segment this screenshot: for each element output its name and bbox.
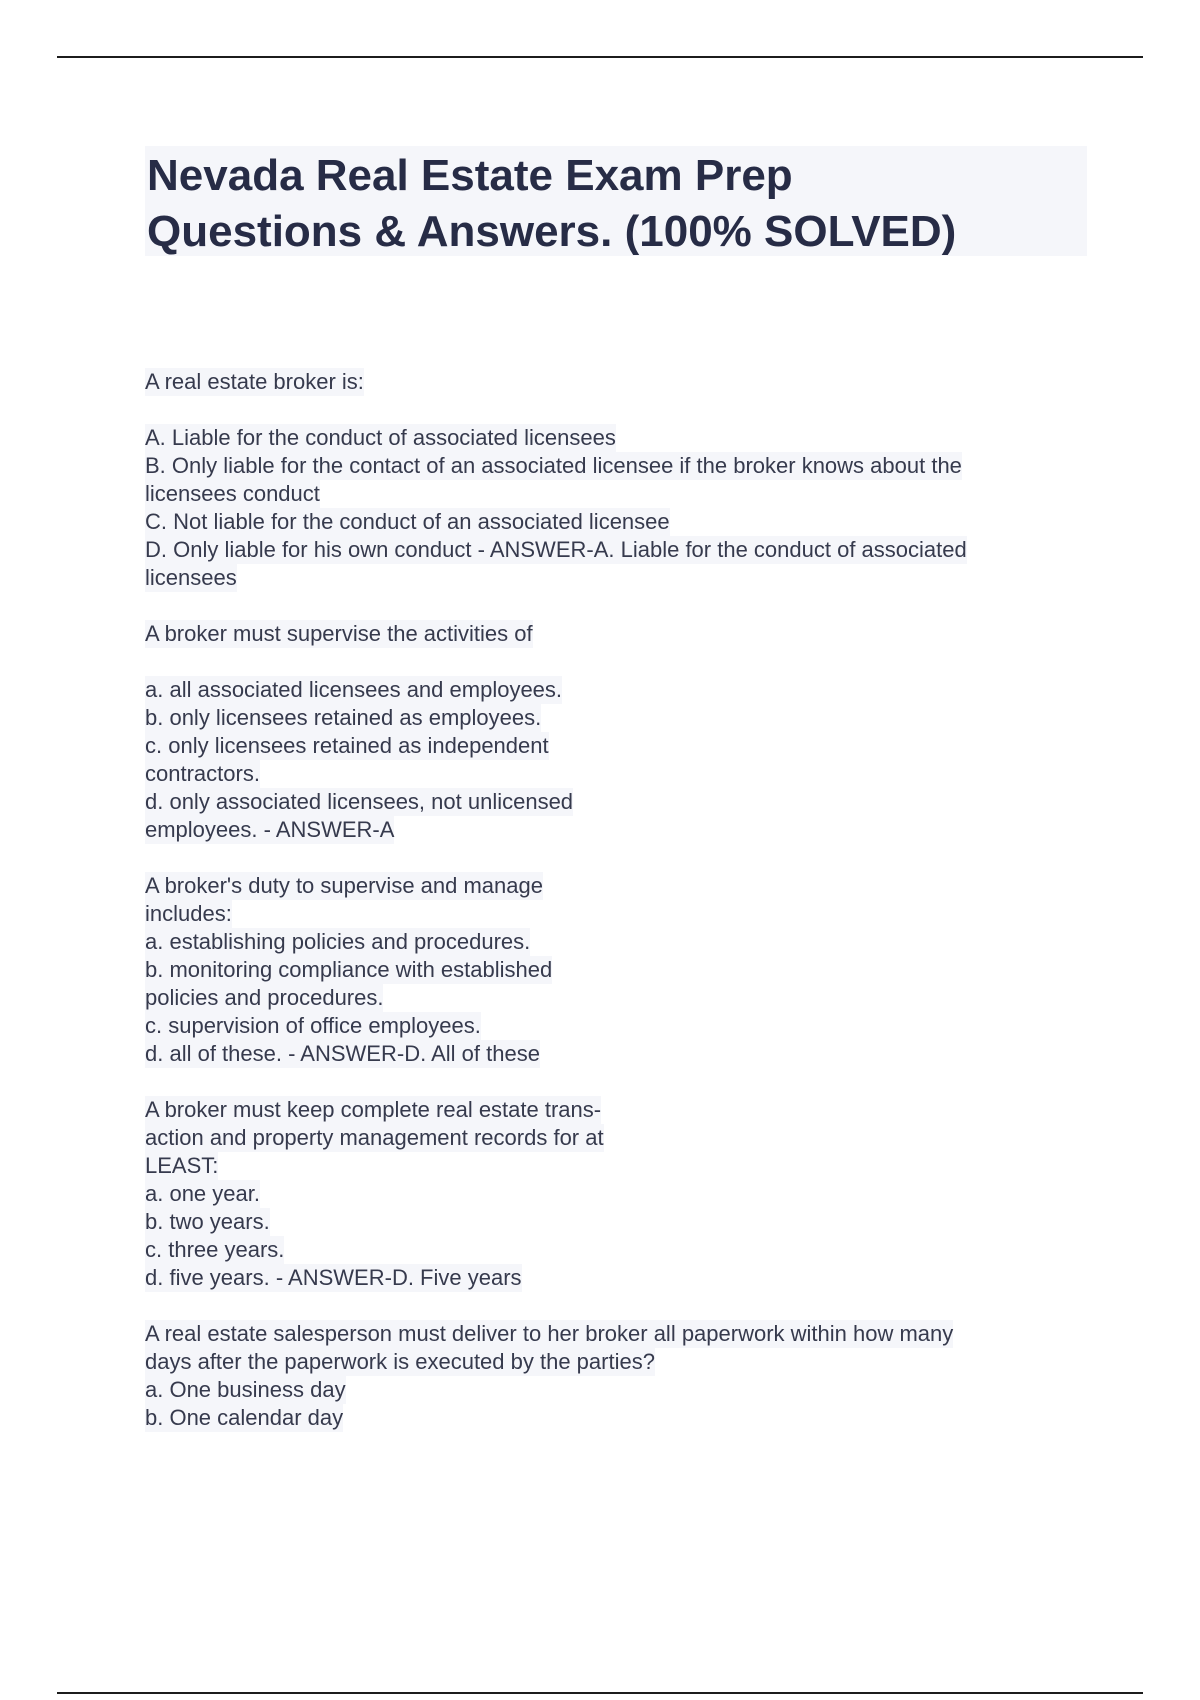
question-prompt: days after the paperwork is executed by the parties? [145, 1349, 655, 1374]
document-title [145, 146, 1087, 256]
answer-option: a. one year. [145, 1181, 260, 1206]
document-body [145, 368, 1095, 1460]
answer-option: b. two years. [145, 1209, 270, 1234]
answer-option: A. Liable for the conduct of associated licensees [145, 425, 616, 450]
answer-option: b. only licensees retained as employees. [145, 705, 542, 730]
answer-option: d. only associated licensees, not unlicensed [145, 789, 574, 814]
question-block [145, 1096, 1095, 1292]
answer-option: d. all of these. - ANSWER-D. All of these [145, 1041, 540, 1066]
question-block [145, 620, 1095, 844]
header-rule [57, 56, 1143, 58]
answer-option: b. monitoring compliance with established [145, 957, 553, 982]
answer-option: C. Not liable for the conduct of an associated licensee [145, 509, 670, 534]
answer-option: b. One calendar day [145, 1405, 344, 1430]
answer-option: policies and procedures. [145, 985, 384, 1010]
question-block [145, 1320, 1095, 1432]
answer-option: a. One business day [145, 1377, 346, 1402]
answer-option: licensees conduct [145, 481, 320, 506]
title-line: Nevada Real Estate Exam Prep [147, 151, 793, 200]
answer-option: B. Only liable for the contact of an associated licensee if the broker knows about the [145, 453, 962, 478]
answer-option: a. establishing policies and procedures. [145, 929, 531, 954]
answer-option: d. five years. - ANSWER-D. Five years [145, 1265, 522, 1290]
answer-option: contractors. [145, 761, 260, 786]
question-prompt: A broker must keep complete real estate trans- [145, 1097, 602, 1122]
answer-option: c. supervision of office employees. [145, 1013, 481, 1038]
answer-option: D. Only liable for his own conduct - ANSWER-A. Liable for the conduct of associated [145, 537, 967, 562]
title-line: Questions & Answers. (100% SOLVED) [147, 207, 957, 256]
question-prompt: action and property management records for at [145, 1125, 604, 1150]
question-prompt: A broker's duty to supervise and manage [145, 873, 543, 898]
question-block [145, 368, 1095, 592]
question-prompt: A real estate broker is: [145, 369, 364, 394]
question-block [145, 872, 1095, 1068]
answer-option: c. only licensees retained as independent [145, 733, 549, 758]
footer-rule [57, 1692, 1143, 1694]
question-prompt: A real estate salesperson must deliver to her broker all paperwork within how many [145, 1321, 954, 1346]
answer-option: c. three years. [145, 1237, 285, 1262]
question-prompt: includes: [145, 901, 232, 926]
question-prompt: A broker must supervise the activities of [145, 621, 533, 646]
answer-option: employees. - ANSWER-A [145, 817, 395, 842]
answer-option: licensees [145, 565, 237, 590]
question-prompt: LEAST: [145, 1153, 219, 1178]
answer-option: a. all associated licensees and employees. [145, 677, 563, 702]
